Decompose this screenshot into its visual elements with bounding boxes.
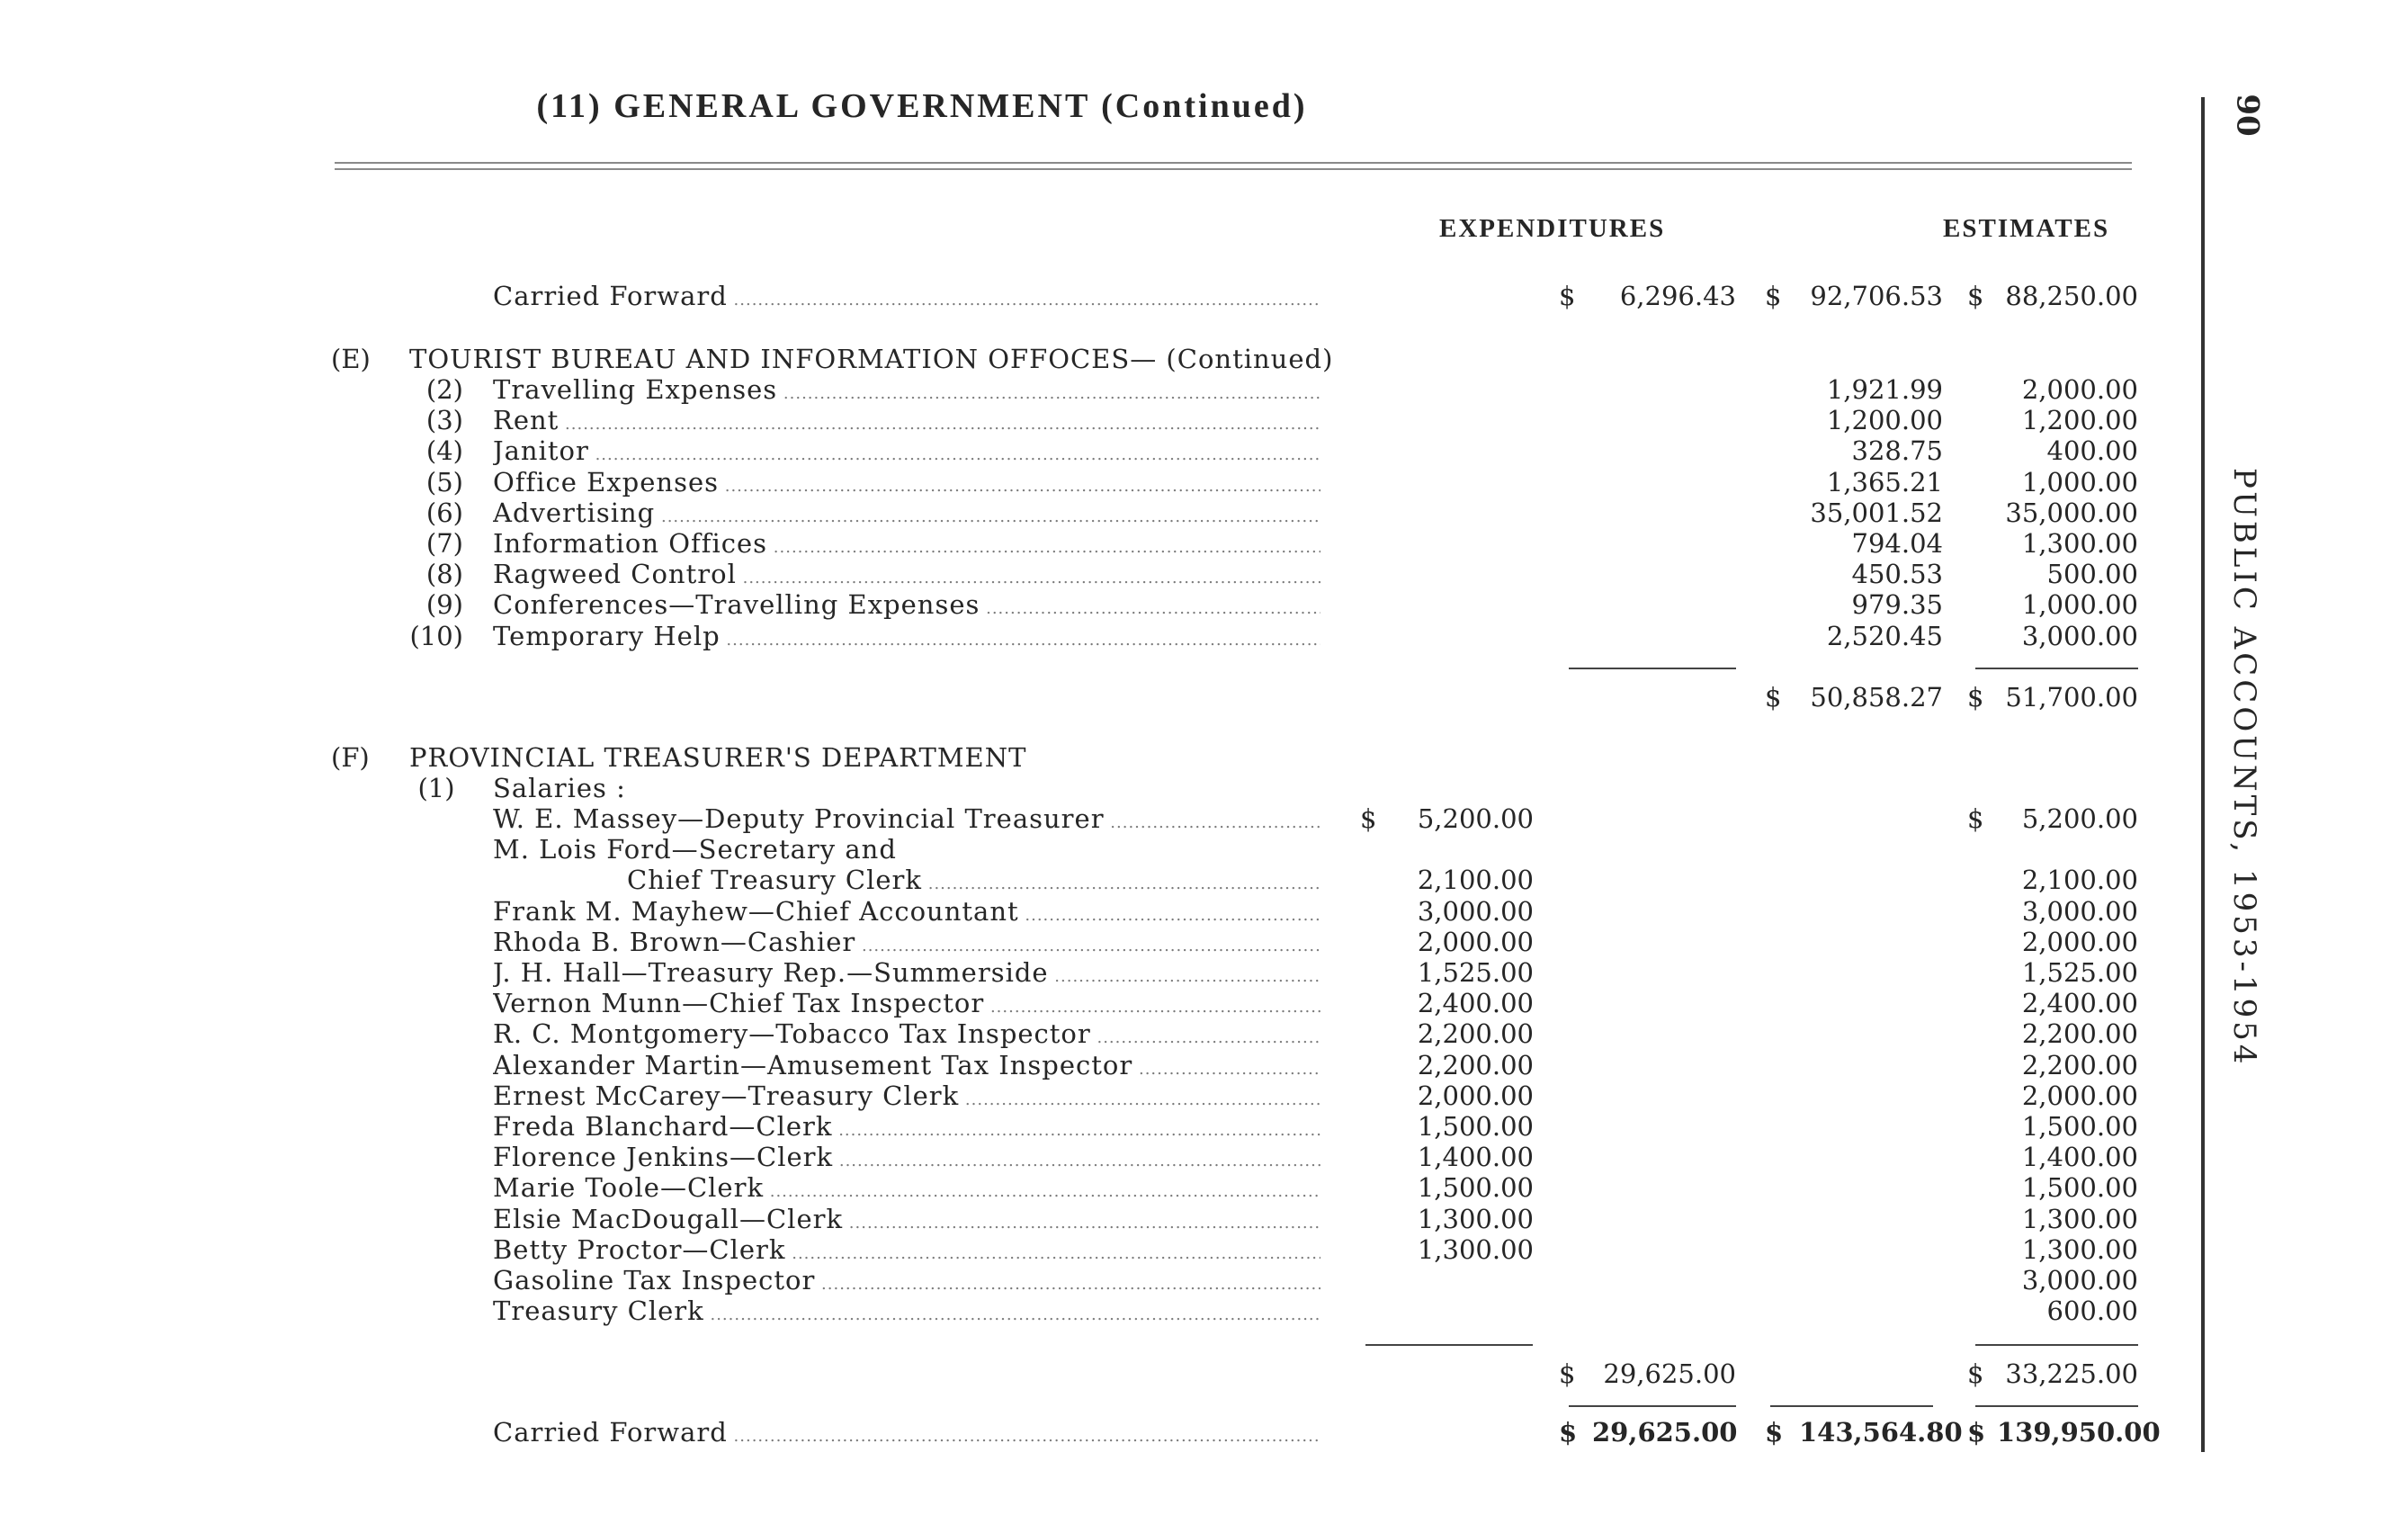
salary-estimate: 2,200.00 <box>2021 1049 2138 1080</box>
page-title: (11) GENERAL GOVERNMENT (Continued) <box>536 87 1308 125</box>
item-expenditure: 979.35 <box>1851 589 1943 621</box>
table-row <box>0 834 2159 865</box>
salary-label: Alexander Martin—Amusement Tax Inspector ..... <box>493 1050 1320 1085</box>
table-row <box>0 1295 2159 1326</box>
salary-expenditure: 3,000.00 <box>1417 895 1534 927</box>
salary-expenditure: 2,200.00 <box>1417 1049 1534 1080</box>
side-title: PUBLIC ACCOUNTS, 1953-1954 <box>2226 468 2262 1068</box>
salary-label: Vernon Munn—Chief Tax Inspector ..... <box>493 988 1320 1023</box>
salary-estimate: 3,000.00 <box>2021 895 2138 927</box>
table-row <box>0 1050 2159 1080</box>
item-number: (6) <box>425 497 463 528</box>
carried-forward-total: 92,706.53 <box>1810 281 1943 311</box>
salary-estimate: 1,525.00 <box>2021 957 2138 988</box>
table-row <box>0 865 2159 895</box>
column-header-expenditures: EXPENDITURES <box>1439 214 1666 243</box>
item-estimate: 1,000.00 <box>2021 466 2138 498</box>
carried-forward-estimate: 139,950.00 <box>1997 1417 2161 1448</box>
salary-label: Freda Blanchard—Clerk ..... <box>493 1111 1320 1146</box>
item-number: (8) <box>425 559 463 590</box>
item-estimate: 2,000.00 <box>2021 374 2138 405</box>
subtotal-rule <box>1569 668 1736 669</box>
section-e-total-row <box>0 682 2159 713</box>
section-letter: (F) <box>331 742 370 773</box>
section-f-total-row <box>0 1358 2159 1389</box>
salary-estimate: 1,500.00 <box>2021 1111 2138 1142</box>
salary-expenditure: 2,000.00 <box>1417 1080 1534 1111</box>
section-e-heading <box>0 344 2159 374</box>
item-number: (7) <box>425 528 463 559</box>
salary-label: Gasoline Tax Inspector ..... <box>493 1265 1320 1300</box>
item-estimate: 1,000.00 <box>2021 589 2138 621</box>
table-row <box>0 957 2159 988</box>
salary-estimate: 1,300.00 <box>2021 1203 2138 1234</box>
table-row <box>0 589 2159 620</box>
table-row <box>0 621 2159 651</box>
salaries-label: Salaries : <box>493 773 626 803</box>
item-estimate: 1,200.00 <box>2021 405 2138 436</box>
carried-forward-total: 143,564.80 <box>1799 1417 1963 1448</box>
table-row <box>0 467 2159 498</box>
dollar-sign: $ <box>1559 1417 1578 1448</box>
total-rule <box>1569 1405 1736 1407</box>
subtotal-rule <box>1975 1344 2138 1346</box>
item-number: (3) <box>425 405 463 436</box>
page-edge-bar <box>2201 97 2205 1452</box>
item-label: Rent ..... <box>493 405 1320 440</box>
salary-label: Elsie MacDougall—Clerk ..... <box>493 1204 1320 1239</box>
table-row <box>0 559 2159 589</box>
salary-label: Chief Treasury Clerk ..... <box>627 865 1320 900</box>
salary-label: Marie Toole—Clerk ..... <box>493 1172 1320 1207</box>
table-row <box>0 498 2159 528</box>
dollar-sign: $ <box>1967 682 1984 713</box>
item-expenditure: 35,001.52 <box>1810 497 1943 528</box>
item-label: Temporary Help ..... <box>493 621 1320 656</box>
item-expenditure: 1,200.00 <box>1826 405 1943 436</box>
table-row <box>0 1142 2159 1172</box>
table-row <box>0 1111 2159 1142</box>
item-number: (9) <box>425 589 463 621</box>
salary-label: Florence Jenkins—Clerk ..... <box>493 1142 1320 1177</box>
salary-estimate: 1,300.00 <box>2021 1233 2138 1265</box>
salary-label: M. Lois Ford—Secretary and <box>493 834 897 865</box>
section-title: PROVINCIAL TREASURER'S DEPARTMENT <box>409 742 1027 773</box>
section-title: TOURIST BUREAU AND INFORMATION OFFOCES— (Continued) <box>409 344 1334 374</box>
table-row <box>0 1018 2159 1049</box>
total-rule <box>1975 1405 2138 1407</box>
dollar-sign: $ <box>1967 1358 1984 1389</box>
salary-expenditure: 2,400.00 <box>1417 988 1534 1019</box>
item-number: (2) <box>425 374 463 405</box>
subtotal-rule <box>1975 668 2138 669</box>
table-row <box>0 1172 2159 1203</box>
salary-expenditure: 1,300.00 <box>1417 1203 1534 1234</box>
salary-expenditure: 1,525.00 <box>1417 957 1534 988</box>
item-estimate: 400.00 <box>2046 435 2138 467</box>
dollar-sign: $ <box>1559 281 1576 311</box>
table-row <box>0 374 2159 405</box>
item-label: Ragweed Control ..... <box>493 559 1320 594</box>
carried-forward-label: Carried Forward ..... <box>493 1417 1320 1452</box>
salary-estimate: 1,400.00 <box>2021 1142 2138 1173</box>
table-row <box>0 528 2159 559</box>
header-rule-top <box>335 162 2132 164</box>
header-rule-bottom <box>335 168 2132 170</box>
carried-forward-expenditure: 29,625.00 <box>1592 1417 1738 1448</box>
table-row <box>0 1234 2159 1265</box>
salary-expenditure: 2,200.00 <box>1417 1018 1534 1050</box>
salary-estimate: 5,200.00 <box>2021 803 2138 834</box>
salary-expenditure: 1,400.00 <box>1417 1142 1534 1173</box>
carried-forward-bottom-row <box>0 1417 2159 1448</box>
dollar-sign: $ <box>1559 1358 1576 1389</box>
salary-label: W. E. Massey—Deputy Provincial Treasurer ..... <box>493 803 1320 838</box>
item-number: (1) <box>417 773 455 803</box>
dollar-sign: $ <box>1765 281 1782 311</box>
section-f-heading <box>0 742 2159 773</box>
salary-label: J. H. Hall—Treasury Rep.—Summerside ..... <box>493 957 1320 992</box>
item-label: Office Expenses ..... <box>493 467 1320 502</box>
dollar-sign: $ <box>1967 1417 1986 1448</box>
dollar-sign: $ <box>1360 803 1377 834</box>
carried-forward-label: Carried Forward ..... <box>493 281 1320 316</box>
salary-label: Rhoda B. Brown—Cashier ..... <box>493 927 1320 962</box>
dollar-sign: $ <box>1765 1417 1784 1448</box>
item-estimate: 3,000.00 <box>2021 620 2138 651</box>
carried-forward-estimate: 88,250.00 <box>2005 281 2138 311</box>
item-expenditure: 450.53 <box>1851 559 1943 590</box>
salary-label: Betty Proctor—Clerk ..... <box>493 1234 1320 1269</box>
salary-estimate: 2,000.00 <box>2021 1080 2138 1111</box>
salary-expenditure: 1,300.00 <box>1417 1233 1534 1265</box>
item-label: Travelling Expenses ..... <box>493 374 1320 409</box>
salary-estimate: 2,200.00 <box>2021 1018 2138 1050</box>
item-expenditure: 1,365.21 <box>1826 466 1943 498</box>
salary-expenditure: 1,500.00 <box>1417 1111 1534 1142</box>
table-row <box>0 803 2159 834</box>
table-row <box>0 1265 2159 1295</box>
subtotal-rule <box>1365 1344 1533 1346</box>
salary-expenditure: 1,500.00 <box>1417 1172 1534 1204</box>
salary-estimate: 3,000.00 <box>2021 1265 2138 1295</box>
item-estimate: 35,000.00 <box>2005 497 2138 528</box>
item-expenditure: 1,921.99 <box>1826 374 1943 405</box>
salaries-subheading <box>0 773 2159 803</box>
salary-label: R. C. Montgomery—Tobacco Tax Inspector ..... <box>493 1018 1320 1053</box>
section-f-total-expenditure: 29,625.00 <box>1603 1358 1736 1389</box>
table-row <box>0 435 2159 466</box>
salary-expenditure: 2,000.00 <box>1417 926 1534 957</box>
section-e-total-estimate: 51,700.00 <box>2005 682 2138 713</box>
table-row <box>0 896 2159 927</box>
salary-estimate: 1,500.00 <box>2021 1172 2138 1204</box>
salary-estimate: 600.00 <box>2046 1295 2138 1327</box>
salary-estimate: 2,100.00 <box>2021 865 2138 896</box>
item-estimate: 1,300.00 <box>2021 528 2138 559</box>
table-row <box>0 927 2159 957</box>
column-header-estimates: ESTIMATES <box>1943 214 2110 243</box>
salary-label: Ernest McCarey—Treasury Clerk ..... <box>493 1080 1320 1116</box>
page-number: 90 <box>2229 94 2266 137</box>
item-number: (4) <box>425 435 463 467</box>
salary-label: Frank M. Mayhew—Chief Accountant ..... <box>493 896 1320 931</box>
item-estimate: 500.00 <box>2046 559 2138 590</box>
item-expenditure: 328.75 <box>1851 435 1943 467</box>
item-number: (5) <box>425 466 463 498</box>
table-row <box>0 1204 2159 1234</box>
table-row <box>0 405 2159 435</box>
dollar-sign: $ <box>1967 281 1984 311</box>
carried-forward-top-row <box>0 281 2159 311</box>
dollar-sign: $ <box>1967 803 1984 834</box>
salary-estimate: 2,400.00 <box>2021 988 2138 1019</box>
item-label: Information Offices ..... <box>493 528 1320 563</box>
table-row <box>0 988 2159 1018</box>
item-label: Advertising ..... <box>493 498 1320 533</box>
salary-label: Treasury Clerk ..... <box>493 1295 1320 1331</box>
section-f-total-estimate: 33,225.00 <box>2005 1358 2138 1389</box>
section-e-total-expenditure: 50,858.27 <box>1810 682 1943 713</box>
salary-estimate: 2,000.00 <box>2021 926 2138 957</box>
section-letter: (E) <box>331 344 371 374</box>
item-label: Janitor ..... <box>493 435 1320 471</box>
carried-forward-expenditure: 6,296.43 <box>1619 281 1736 311</box>
item-label: Conferences—Travelling Expenses ..... <box>493 589 1320 624</box>
item-expenditure: 794.04 <box>1851 528 1943 559</box>
item-number: (10) <box>409 620 463 651</box>
item-expenditure: 2,520.45 <box>1826 620 1943 651</box>
table-row <box>0 1080 2159 1111</box>
salary-expenditure: 5,200.00 <box>1417 803 1534 834</box>
salary-expenditure: 2,100.00 <box>1417 865 1534 896</box>
dollar-sign: $ <box>1765 682 1782 713</box>
total-rule <box>1770 1405 1933 1407</box>
